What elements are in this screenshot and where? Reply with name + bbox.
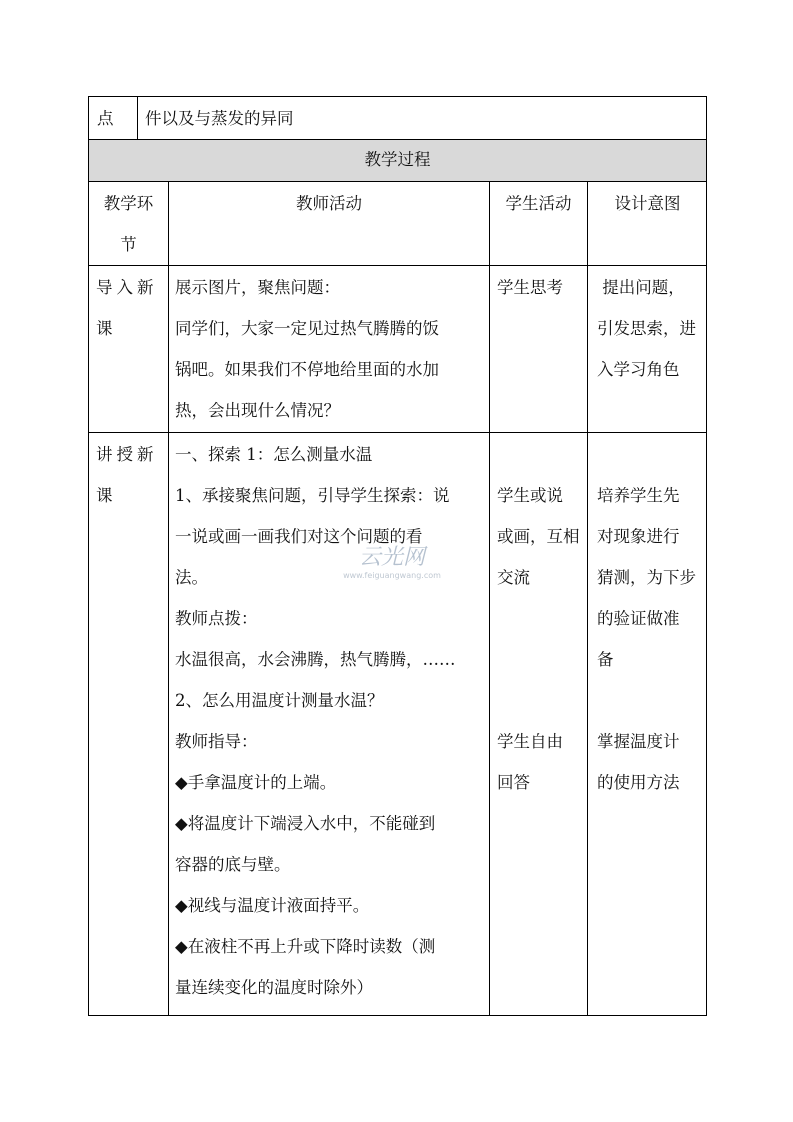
header-teacher: 教师活动 bbox=[296, 194, 362, 213]
header-row bbox=[88, 181, 707, 265]
intro-student: 学生思考 bbox=[497, 278, 563, 297]
lecture-teacher: 一、探索 1：怎么测量水温 1、承接聚焦问题，引导学生探索：说 一说或画一画我们对这个问题的看 法。 教师点拨： 水温很高，水会沸腾，热气腾腾，…… 2、怎么用温度计测量水温？ 教师指导： ◆手拿温度计的上端。 ◆将温度计下端浸入水中，不能碰到 容器的底与壁。 ◆视线与温度计液面持平。 ◆在液柱不再上升或下降时读数（测 量连续变化的温度时除外） bbox=[175, 445, 456, 997]
section-title: 教学过程 bbox=[364, 150, 431, 169]
intro-design: 提出问题， 引发思索，进 入学习角色 bbox=[597, 278, 696, 379]
header-design: 设计意图 bbox=[614, 194, 681, 213]
watermark-logo bbox=[322, 540, 462, 584]
continuation-row bbox=[88, 96, 707, 139]
watermark-text: 云光网 bbox=[358, 545, 426, 570]
key-point-label: 点 bbox=[97, 109, 114, 128]
lecture-stage: 讲授新 课 bbox=[96, 445, 158, 505]
key-point-text: 件以及与蒸发的异同 bbox=[145, 109, 294, 128]
lecture-design: 培养学生先 对现象进行 猜测，为下步 的验证做准 备 掌握温度计 的使用方法 bbox=[597, 486, 696, 792]
intro-row bbox=[88, 265, 707, 432]
intro-teacher: 展示图片，聚焦问题： 同学们，大家一定见过热气腾腾的饭 锅吧。如果我们不停地给里面的水加 热，会出现什么情况？ bbox=[175, 278, 439, 420]
header-student: 学生活动 bbox=[505, 194, 572, 213]
watermark-url: www.feiguangwang.com bbox=[343, 571, 441, 580]
lecture-row bbox=[88, 432, 707, 1016]
header-stage: 教学环 节 bbox=[103, 194, 154, 254]
lecture-student: 学生或说 或画，互相 交流 学生自由 回答 bbox=[497, 486, 580, 792]
intro-stage: 导入新 课 bbox=[96, 278, 158, 338]
section-title-row bbox=[88, 139, 707, 181]
